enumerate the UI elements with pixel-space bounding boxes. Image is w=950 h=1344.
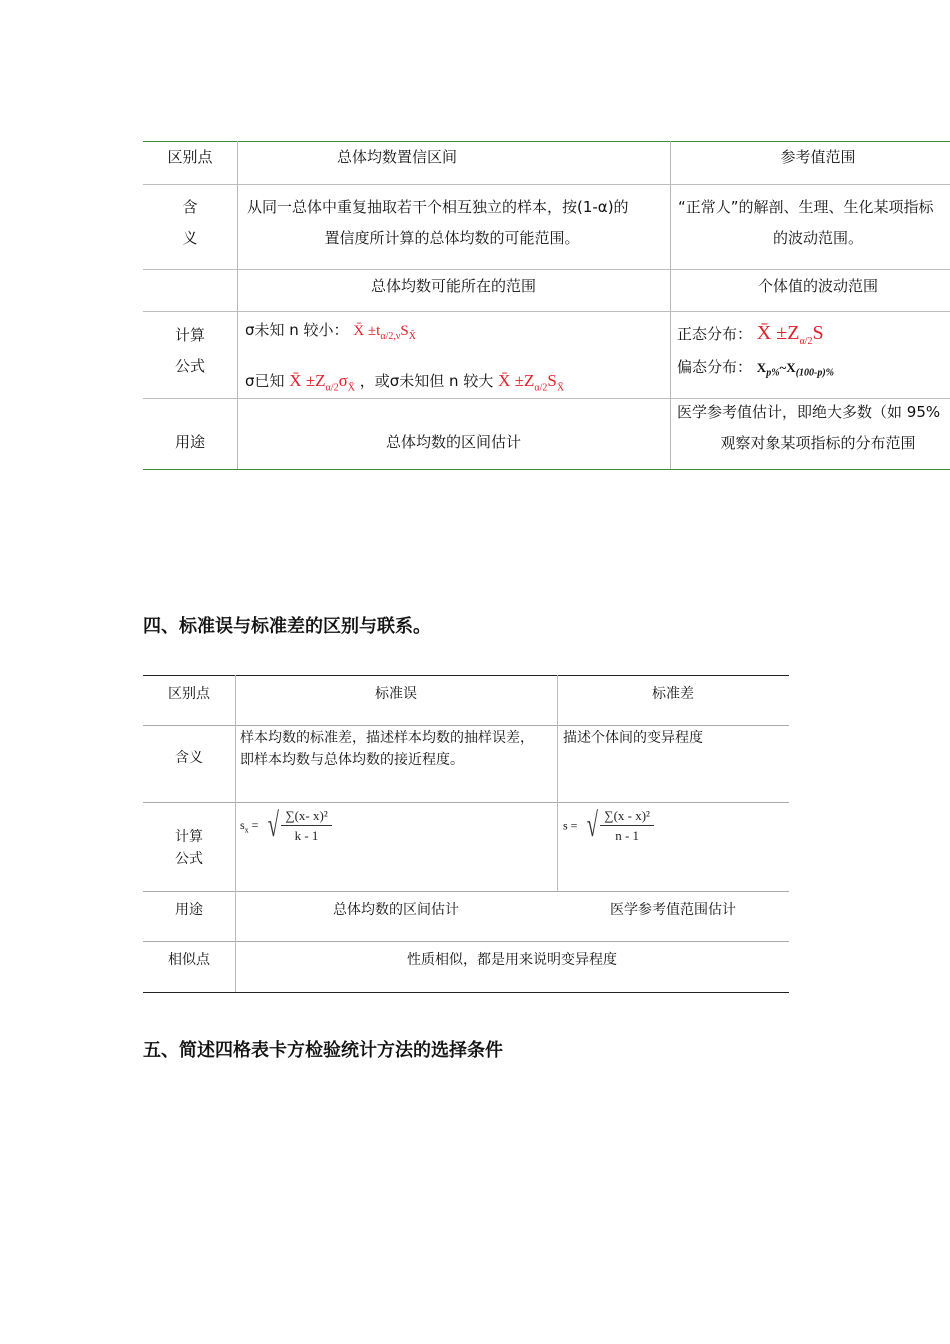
- table2-use-se: 总体均数的区间估计: [333, 902, 459, 918]
- table2-meaning-label: 含义: [175, 750, 203, 766]
- sqrt-icon: √: [267, 807, 279, 844]
- t-formula: X̄ $\pm t_{\alpha/2,\nu}S_{X̄}$: [353, 323, 416, 342]
- z-sigma-formula: X̄ $\pm Z_{\alpha/2}\sigma_{X̄}$: [289, 371, 355, 394]
- table1-row-divider: [143, 311, 950, 312]
- ref-formula-normal: 正态分布： X̄ $\pm Z_{\alpha/2}S$: [677, 322, 824, 347]
- ci-formula-sigma-known: σ已知 X̄ $\pm Z_{\alpha/2}\sigma_{X̄}$ ，或σ未知但 n 较大 X̄ $\pm Z_{\alpha/2}S_{X̄}$: [245, 371, 565, 394]
- standard-error-formula: $s_x$ = √ $\frac{\text{∑(x- x)²}}{k - 1}$: [240, 808, 540, 844]
- table2-row-divider: [143, 891, 789, 892]
- table1-bottom-border: [143, 469, 950, 470]
- table1-range-ci: 总体均数可能所在的范围: [370, 277, 536, 295]
- table2-similar-text: 性质相似，都是用来说明变异程度: [407, 952, 617, 968]
- table2-meaning-sd: 描述个体间的变异程度: [563, 730, 703, 746]
- ci-formula-sigma-unknown: σ未知 n 较小： X̄ $\pm t_{\alpha/2,\nu}S_{X̄}$: [245, 321, 416, 342]
- table1-use-ci: 总体均数的区间估计: [385, 433, 521, 451]
- ref-formula-skewed: 偏态分布： $X_{p\%}\sim X_{(100-p)\%}$: [677, 358, 835, 379]
- table2-meaning-se: 样本均数的标准差，描述样本均数的抽样误差， 即样本均数与总体均数的接近程度。: [240, 730, 534, 768]
- table2-header-distinction: 区别点: [168, 686, 210, 702]
- table2-row-divider: [143, 725, 789, 726]
- table2-top-border: [143, 675, 789, 676]
- table2-header-standard-deviation: 标准差: [652, 686, 694, 702]
- table2-use-label: 用途: [175, 902, 203, 918]
- table1-meaning-ref: “正常人”的解剖、生理、生化某项指标 的波动范围。: [678, 198, 934, 247]
- table1-header-reference-range: 参考值范围: [780, 148, 856, 166]
- standard-deviation-formula: s = √ $\frac{\text{∑(x - x)²}}{n - 1}$: [563, 808, 783, 844]
- sqrt-icon: √: [586, 807, 598, 844]
- z-s-formula: X̄ $\pm Z_{\alpha/2}S_{X̄}$: [498, 371, 565, 394]
- table1-use-ref: 医学参考值估计，即绝大多数（如 95% 观察对象某项指标的分布范围: [677, 403, 941, 452]
- table1-use-label: 用途: [174, 433, 205, 451]
- table1-meaning-ci: 从同一总体中重复抽取若干个相互独立的样本，按(1-α)的 置信度所计算的总体均数的可能范围。: [247, 198, 629, 247]
- table1-formula-label: 计算 公式: [174, 326, 205, 375]
- table1-meaning-label: 含 义: [182, 198, 198, 247]
- table1-col-divider: [670, 141, 671, 469]
- table2-use-sd: 医学参考值范围估计: [610, 902, 736, 918]
- percentile-formula: $X_{p\%}\sim X_{(100-p)\%}$: [756, 360, 835, 379]
- section-four-heading: 四、标准误与标准差的区别与联系。: [143, 616, 431, 637]
- table1-row-divider: [143, 269, 950, 270]
- table2-similar-label: 相似点: [168, 952, 210, 968]
- normal-range-formula: X̄ $\pm Z_{\alpha/2}S$: [756, 322, 824, 347]
- table1-header-confidence-interval: 总体均数置信区间: [336, 148, 457, 166]
- table2-header-standard-error: 标准误: [375, 686, 417, 702]
- table1-row-divider: [143, 184, 950, 185]
- table2-row-divider: [143, 802, 789, 803]
- table1-range-ref: 个体值的波动范围: [757, 277, 878, 295]
- table1-col-divider: [237, 141, 238, 469]
- table2-bottom-border: [143, 992, 789, 993]
- table2-formula-label: 计算 公式: [175, 829, 203, 867]
- table2-row-divider: [143, 941, 789, 942]
- section-five-heading: 五、简述四格表卡方检验统计方法的选择条件: [143, 1040, 503, 1061]
- table1-header-distinction: 区别点: [167, 148, 213, 166]
